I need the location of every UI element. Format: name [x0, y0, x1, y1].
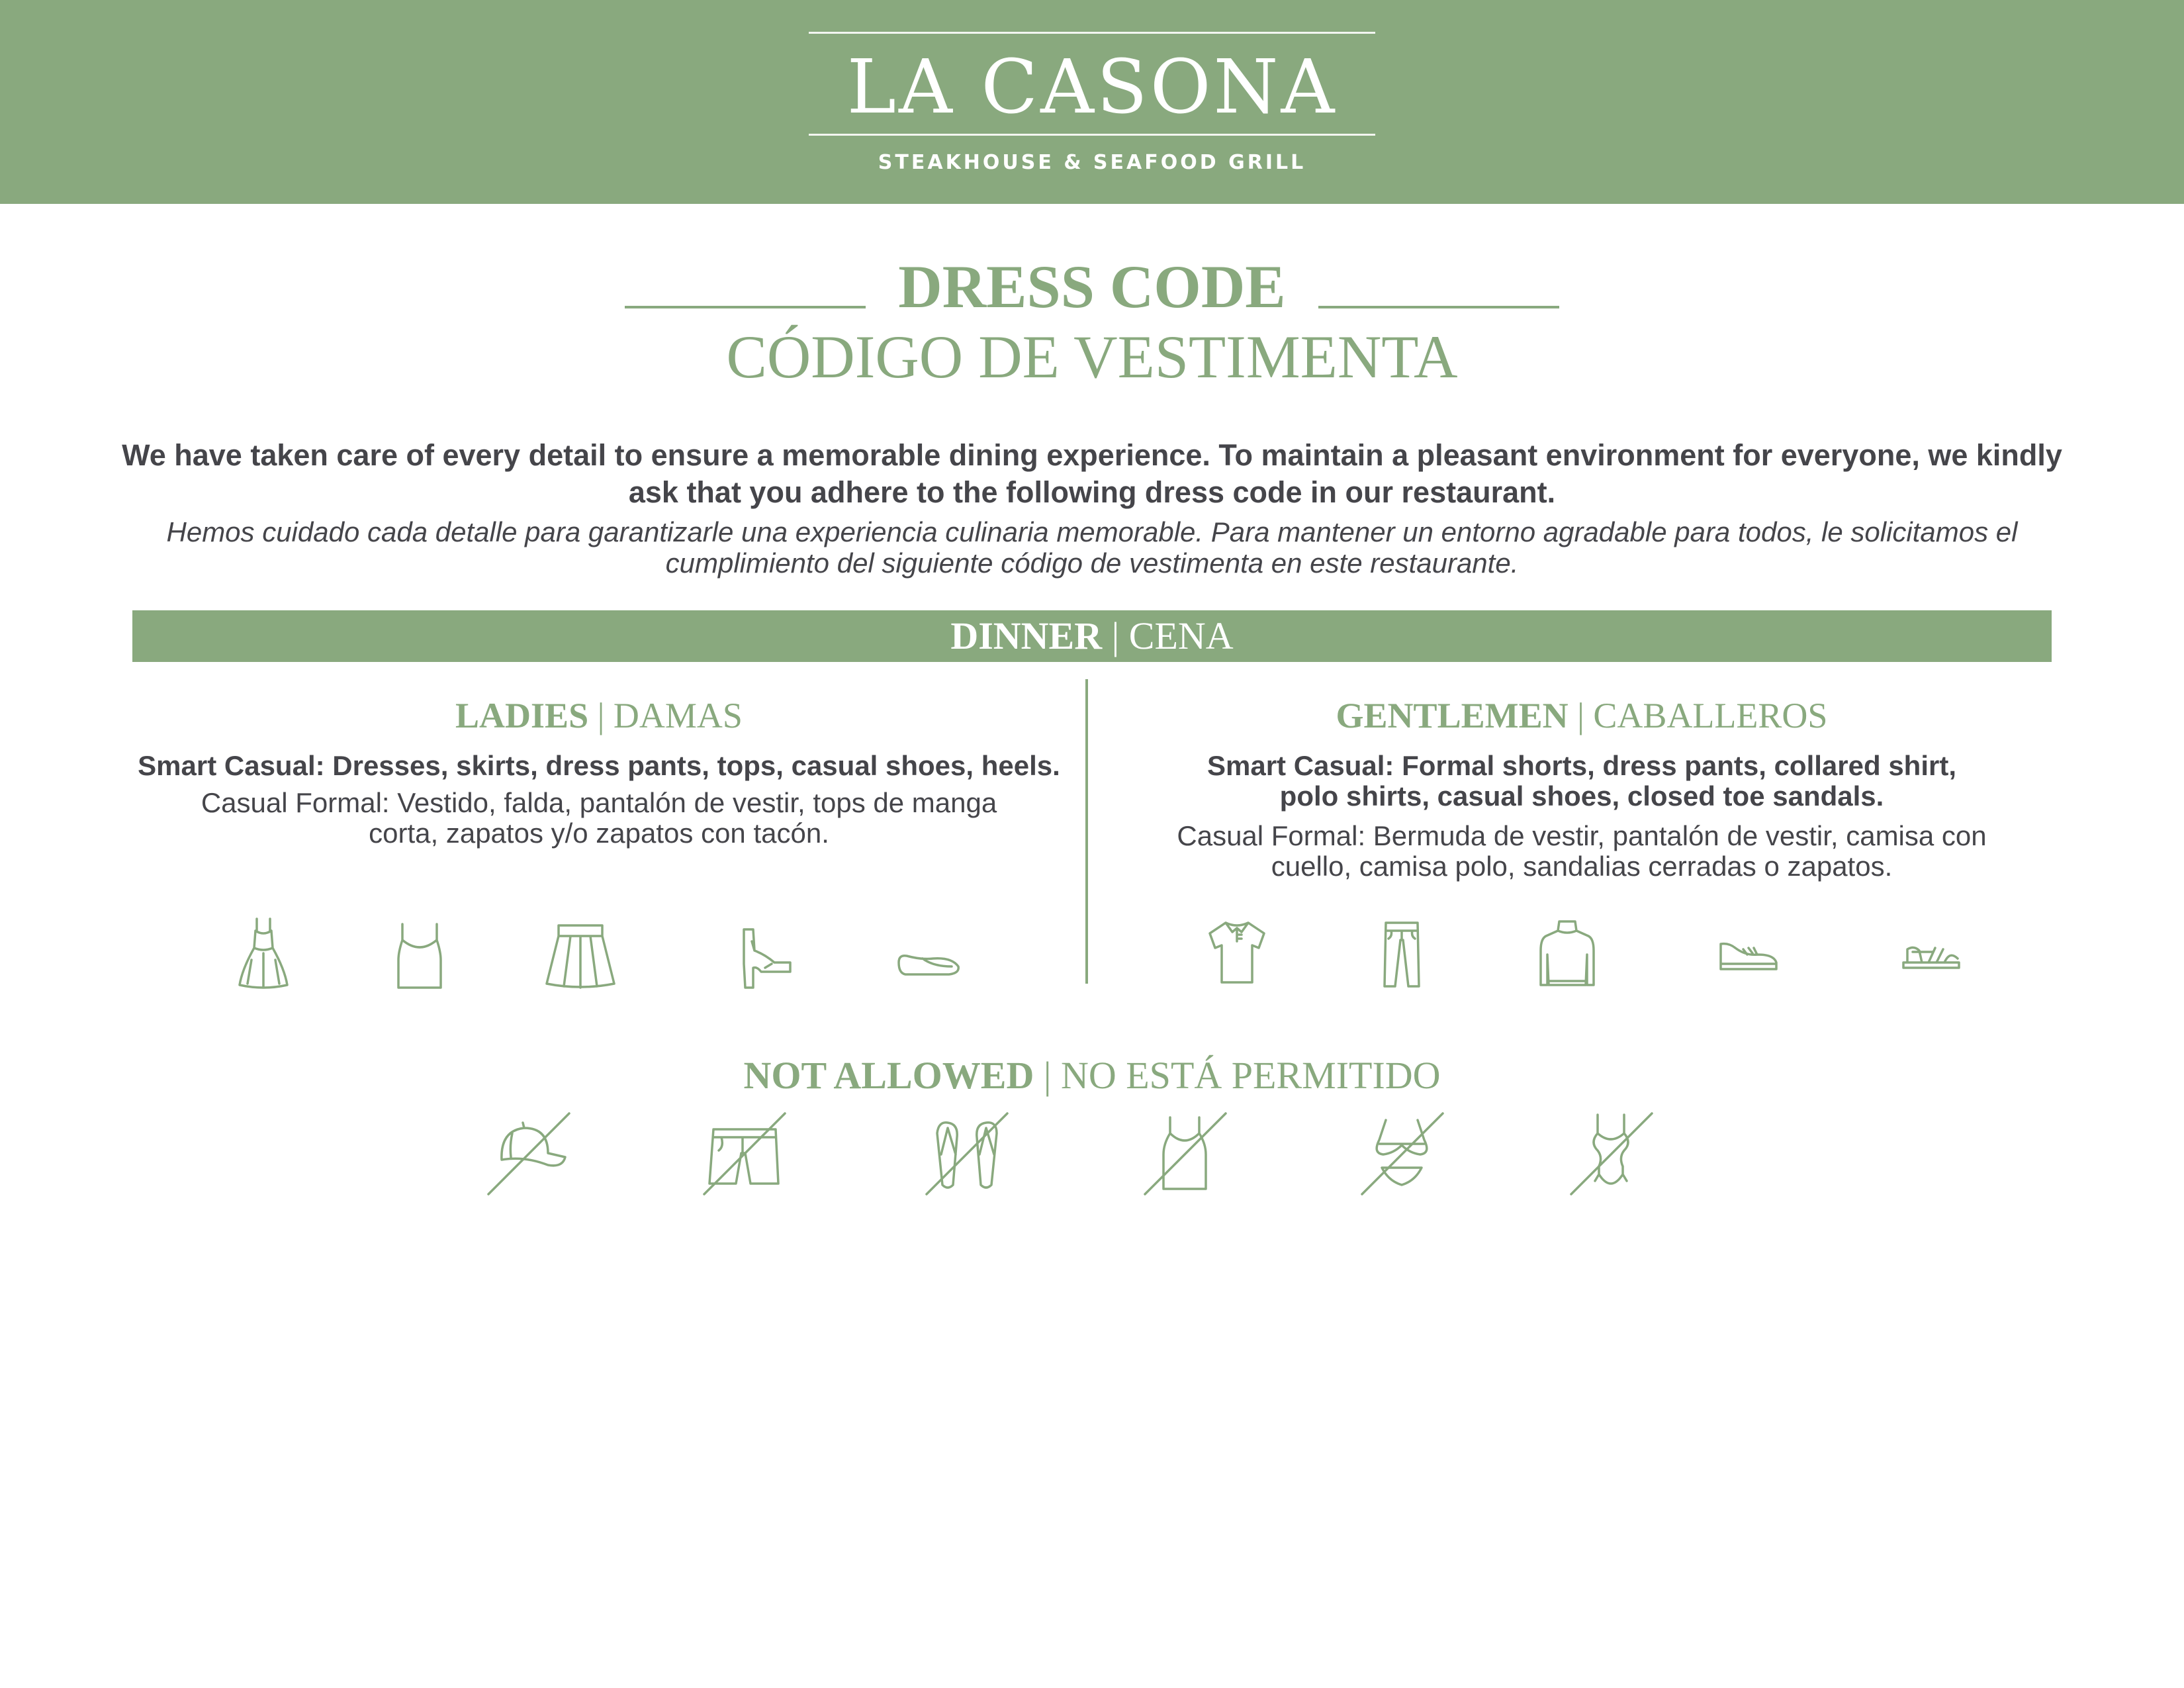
trousers-icon: [1381, 920, 1423, 990]
gentlemen-rule-english: Smart Casual: Formal shorts, dress pants, collared shirt, polo shirts, casual shoes, closed toe sandals.: [1206, 750, 1956, 812]
no-swimsuit-icon: [1569, 1111, 1655, 1197]
gentlemen-separator: |: [1577, 696, 1584, 735]
ladies-heading: [132, 694, 1066, 737]
not-allowed-heading: [0, 1054, 2184, 1098]
column-divider: [1085, 679, 1088, 984]
high-heel-icon: [735, 924, 794, 990]
sneaker-icon: [1717, 935, 1779, 977]
brand-bottom-rule: [809, 134, 1375, 136]
no-bikini-icon: [1359, 1111, 1445, 1197]
intro-spanish: Hemos cuidado cada detalle para garantizarle una experiencia culinaria memorable. Para mantener un entorno agradable para todos, le solicitamos el cumplimiento del siguiente código de vestimenta en este restaurante.: [166, 516, 2018, 579]
gentlemen-label-en: GENTLEMEN: [1336, 696, 1569, 735]
gentlemen-rule-spanish: Casual Formal: Bermuda de vestir, pantalón de vestir, camisa con cuello, camisa polo, sandalias cerradas o zapatos.: [1177, 820, 1987, 882]
dinner-label-es: CENA: [1128, 614, 1234, 657]
no-flip-flops-icon: [924, 1111, 1010, 1197]
ladies-rule-spanish: Casual Formal: Vestido, falda, pantalón de vestir, tops de manga corta, zapatos y/o zapatos con tacón.: [201, 787, 997, 849]
sandal-icon: [1899, 936, 1963, 973]
no-cap-icon: [486, 1111, 572, 1197]
brand-top-rule: [809, 32, 1375, 34]
tank-top-icon: [393, 921, 446, 990]
brand-tagline: STEAKHOUSE & SEAFOOD GRILL: [878, 151, 1306, 174]
not-allowed-separator: |: [1043, 1054, 1052, 1097]
polo-shirt-icon: [1206, 919, 1268, 985]
dinner-section-header: [132, 610, 2052, 662]
ladies-label-en: LADIES: [455, 696, 589, 735]
page-subtitle: CÓDIGO DE VESTIMENTA: [726, 323, 1458, 391]
not-allowed-label-en: NOT ALLOWED: [743, 1054, 1034, 1097]
ladies-label-es: DAMAS: [613, 696, 743, 735]
sweater-icon: [1538, 919, 1596, 992]
gentlemen-label-es: CABALLEROS: [1593, 696, 1828, 735]
dinner-separator: |: [1111, 614, 1120, 657]
dinner-label-en: DINNER: [950, 614, 1103, 657]
dress-icon: [232, 916, 295, 989]
flat-shoe-icon: [896, 943, 962, 982]
ladies-separator: |: [597, 696, 605, 735]
brand-logo: LA CASONA: [846, 44, 1338, 130]
ladies-rule-english: Smart Casual: Dresses, skirts, dress pants, tops, casual shoes, heels.: [138, 750, 1060, 781]
intro-english: We have taken care of every detail to ensure a memorable dining experience. To maintain a pleasant environment for everyone, we kindly ask that you adhere to the following dress code in our restaurant.: [122, 438, 2062, 509]
no-tank-top-icon: [1142, 1111, 1228, 1197]
skirt-icon: [544, 921, 617, 992]
gentlemen-heading: [1112, 694, 2052, 737]
not-allowed-label-es: NO ESTÁ PERMITIDO: [1060, 1054, 1441, 1097]
no-shorts-icon: [702, 1111, 788, 1197]
page-title: DRESS CODE: [898, 253, 1286, 320]
